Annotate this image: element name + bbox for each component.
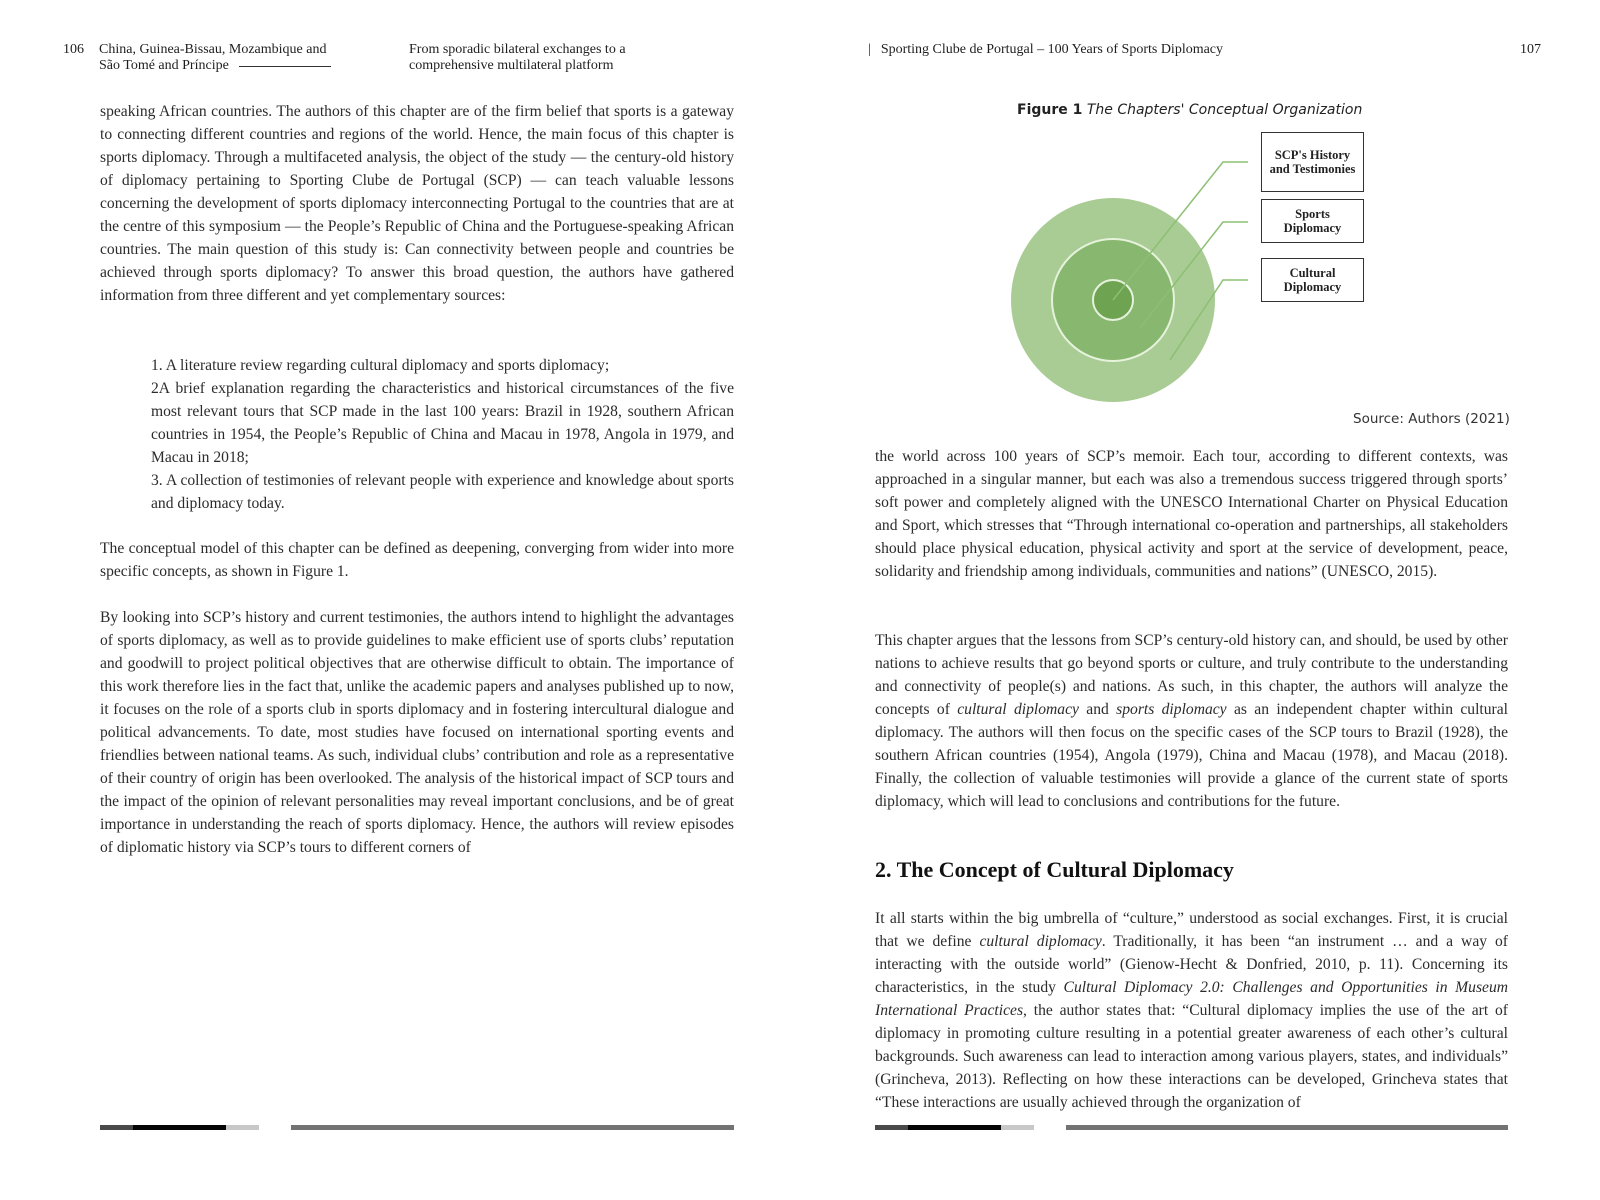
section-title-line2: comprehensive multilateral platform [409, 58, 614, 73]
right-paragraph-2 [875, 629, 1508, 813]
figure-title: The Chapters' Conceptual Organization [1086, 102, 1363, 118]
footer-bar-long [1066, 1125, 1508, 1130]
footer-bar-light [226, 1125, 259, 1130]
figure-caption [1017, 102, 1362, 118]
paragraph-text: The conceptual model of this chapter can be defined as deepening, converging from wider into more specific concepts, as shown in Figure 1. [100, 540, 734, 580]
emphasis-cultural-diplomacy: cultural diplomacy [979, 933, 1102, 950]
figure-source: Source: Authors (2021) [1353, 411, 1510, 427]
book-title-line2-text: São Tomé and Príncipe [99, 58, 229, 73]
box-line: SCP's History [1274, 148, 1351, 162]
right-header [868, 42, 1223, 58]
left-paragraph-1 [100, 100, 734, 307]
paragraph-text [875, 907, 1508, 1114]
header-rule [239, 66, 331, 67]
book-title-line2 [99, 58, 369, 74]
book-title-line1: China, Guinea-Bissau, Mozambique and [99, 42, 327, 57]
footer-bar-dark [100, 1125, 133, 1130]
figure-box-cultural-diplomacy [1261, 258, 1364, 302]
box-line: Diplomacy [1283, 221, 1342, 235]
list-item: 2A brief explanation regarding the characteristics and historical circumstances of the five most relevant tours that SCP made in the last 100 years: Brazil in 1928, southern African countries in 1954, the People’s Republic of China and Macau in 1978, Angola in 1979, and Macau in 2018; [151, 380, 734, 466]
paragraph-text: speaking African countries. The authors of this chapter are of the firm belief that sports is a gateway to connecting different countries and regions of the world. Hence, the main focus of this chapter is sports diplomacy. Through a multifaceted analysis, the object of the study — the century-old history of diplomacy pertaining to Sporting Clube de Portugal (SCP) — can teach valuable lessons concerning the development of sports diplomacy interconnecting Portugal to the countries that are at the centre of this symposium — the People’s Republic of China and the Portuguese-speaking African countries. The main question of this study is: Can connectivity between people and countries be achieved through sports diplomacy? To answer this broad question, the authors have gathered information from three different and yet complementary sources: [100, 103, 734, 304]
emphasis-cultural-diplomacy: cultural diplomacy [957, 701, 1079, 718]
figure-label: Figure 1 [1017, 102, 1083, 118]
footer-bar-long [291, 1125, 734, 1130]
text-run: . Traditionally, it has been “an instrument … and a way of interacting with the outside world” (Gienow-Hecht & Donfried, 2010, p. 11). Concerning its characteristics, in the study [875, 933, 1508, 996]
paragraph-text: By looking into SCP’s history and current testimonies, the authors intend to highlight the advantages of sports diplomacy, as well as to provide guidelines to make efficient use of sports clubs’ reputation and goodwill to project political objectives that are otherwise difficult to obtain. The importance of this work therefore lies in the fact that, unlike the academic papers and analyses published up to now, it focuses on the role of a sports club in sports diplomacy and in fostering intercultural dialogue and political advancements. To date, most studies have focused on international sporting events and friendlies between national teams. As such, individual clubs’ contribution and role as a representative of their country of origin has been overlooked. The analysis of the historical impact of SCP tours and the impact of the opinion of relevant personalities may reveal important conclusions, and be of great importance in understanding the reach of sports diplomacy. Hence, the authors will review episodes of diplomatic history via SCP’s tours to different corners of [100, 609, 734, 856]
box-line: Sports [1295, 207, 1330, 221]
box-line: and Testimonies [1269, 162, 1356, 176]
section-heading: 2. The Concept of Cultural Diplomacy [875, 857, 1234, 882]
footer-bar-black [133, 1125, 226, 1130]
emphasis-sports-diplomacy: sports diplomacy [1116, 701, 1227, 718]
emphasis-study-title: Cultural Diplomacy 2.0: Challenges and Opportunities in Museum International Practices [875, 979, 1509, 1019]
right-paragraph-1 [875, 445, 1508, 583]
sources-list [151, 354, 734, 515]
left-paragraph-2 [100, 537, 734, 583]
left-book-title [99, 42, 369, 74]
left-page-number: 106 [63, 42, 84, 57]
text-run: This chapter argues that the lessons from SCP’s century-old history can, and should, be used by other nations to achieve results that go beyond sports or culture, and truly contribute to the understanding and connectivity of people(s) and nations. As such, in this chapter, the authors will analyze the concepts of [875, 632, 1508, 718]
left-section-title [409, 42, 709, 74]
text-run: as an independent chapter within cultural diplomacy. The authors will then focus on the specific cases of the SCP tours to Brazil (1928), the southern African countries (1954), Angola (1979), China and Macau (1978), and Macau (2018). Finally, the collection of valuable testimonies will provide a glance of the current state of sports diplomacy, which will lead to conclusions and contributions for the future. [875, 701, 1508, 810]
right-page-number: 107 [1520, 42, 1541, 57]
text-run: It all starts within the big umbrella of “culture,” understood as social exchanges. First, it is crucial that we define [875, 910, 1508, 950]
footer-bar-dark [875, 1125, 908, 1130]
running-title: Sporting Clube de Portugal – 100 Years of Sports Diplomacy [880, 42, 1224, 57]
left-paragraph-3 [100, 606, 734, 859]
right-paragraph-3 [875, 907, 1508, 1114]
paragraph-text [875, 629, 1508, 813]
section-title-line1: From sporadic bilateral exchanges to a [409, 42, 626, 57]
footer-bar-light [1001, 1125, 1034, 1130]
header-separator: | [868, 42, 871, 57]
box-line: Cultural [1289, 266, 1336, 280]
footer-bar-black [908, 1125, 1001, 1130]
text-run: , the author states that: “Cultural diplomacy implies the use of the art of diplomacy in promoting culture resulting in a potential greater awareness of each other’s cultural backgrounds. Such awareness can lead to interaction among various players, states, and individuals” (Grincheva, 2013). Reflecting on how these interactions can be developed, Grincheva states that “These interactions are usually achieved through the organization of [875, 1002, 1508, 1111]
list-item: 1. A literature review regarding cultural diplomacy and sports diplomacy; [151, 357, 610, 374]
figure-box-scp-history [1261, 132, 1364, 192]
list-item: 3. A collection of testimonies of relevant people with experience and knowledge about sports and diplomacy today. [151, 472, 734, 512]
text-run: and [1078, 701, 1117, 718]
paragraph-text: the world across 100 years of SCP’s memoir. Each tour, according to different contexts, was approached in a singular manner, but each was also a tremendous success triggered through sports’ soft power and completely aligned with the UNESCO International Charter on Physical Education and Sport, which stresses that “Through international co-operation and partnerships, all stakeholders should place physical education, physical activity and sport at the service of development, peace, solidarity and friendship among individuals, communities and nations” (UNESCO, 2015). [875, 448, 1508, 580]
box-line: Diplomacy [1283, 280, 1342, 294]
figure-box-sports-diplomacy [1261, 199, 1364, 243]
